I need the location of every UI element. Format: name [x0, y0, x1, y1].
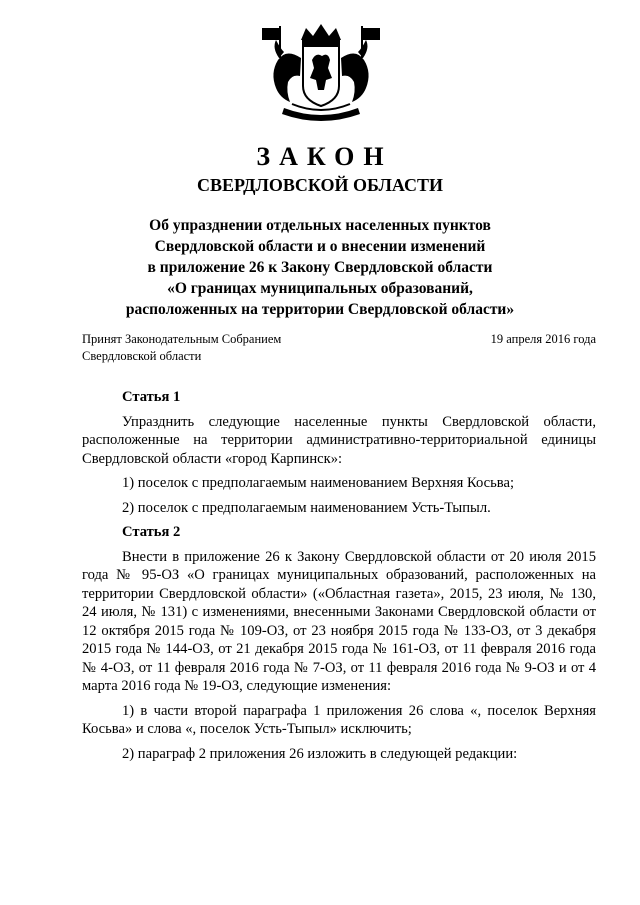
article-list-item: 1) поселок с предполагаемым наименованием Верхняя Косьва; [122, 475, 515, 491]
law-subject-title [80, 215, 560, 320]
adoption-line: Свердловской области [82, 349, 202, 363]
document-type: ЗАКОН [256, 142, 393, 171]
article-1 [82, 388, 596, 763]
article-list-item: 2) поселок с предполагаемым наименованием Усть-Тыпыл. [122, 499, 491, 516]
region-name: СВЕРДЛОВСКОЙ ОБЛАСТИ [197, 175, 443, 195]
coat-of-arms-icon [246, 18, 396, 130]
article-list-item: 1) в части второй параграфа 1 приложения 26 слова «, поселок Верхняя Косьва» и слова «, поселок Усть-Тыпыл» исключить; [82, 702, 596, 737]
adoption-authority [82, 331, 281, 365]
article-paragraph: Внести в приложение 26 к Закону Свердловской области от 20 июля 2015 года № 95-ОЗ «О границах муниципальных образований, расположенных на территории Свердловской области» («Областная газета», 2015, 23 июля, № 130, 24 июля, № 131) с изменениями, внесенными Законами Свердловской области от 12 октября 2015 года № 109-ОЗ, от 23 ноября 2015 года № 133-ОЗ, от 3 декабря 2015 года № 144-ОЗ, от 21 декабря 2015 года № 161-ОЗ, от 11 февраля 2016 года № 4-ОЗ, от 11 февраля 2016 года № 7-ОЗ, от 11 февраля 2016 года № 9-ОЗ и от 4 марта 2016 года № 19-ОЗ, следующие изменения: [82, 548, 596, 694]
title-line: «О границах муниципальных образований, [167, 280, 473, 297]
article-list-item: 2) параграф 2 приложения 26 изложить в следующей редакции: [122, 745, 518, 762]
adoption-line: Принят Законодательным Собранием [82, 332, 282, 346]
title-line: Об упразднении отдельных населенных пунктов [149, 217, 491, 234]
adoption-date: 19 апреля 2016 года [490, 332, 596, 346]
article-heading: Статья 2 [122, 524, 181, 540]
article-paragraph: Упразднить следующие населенные пункты Свердловской области, расположенные на территории административно-территориальной единицы Свердловской области «город Карпинск»: [82, 413, 596, 467]
article-heading: Статья 1 [122, 389, 181, 405]
title-line: Свердловской области и о внесении изменений [154, 238, 486, 255]
title-line: в приложение 26 к Закону Свердловской области [147, 259, 493, 276]
title-line: расположенных на территории Свердловской области» [125, 301, 515, 318]
